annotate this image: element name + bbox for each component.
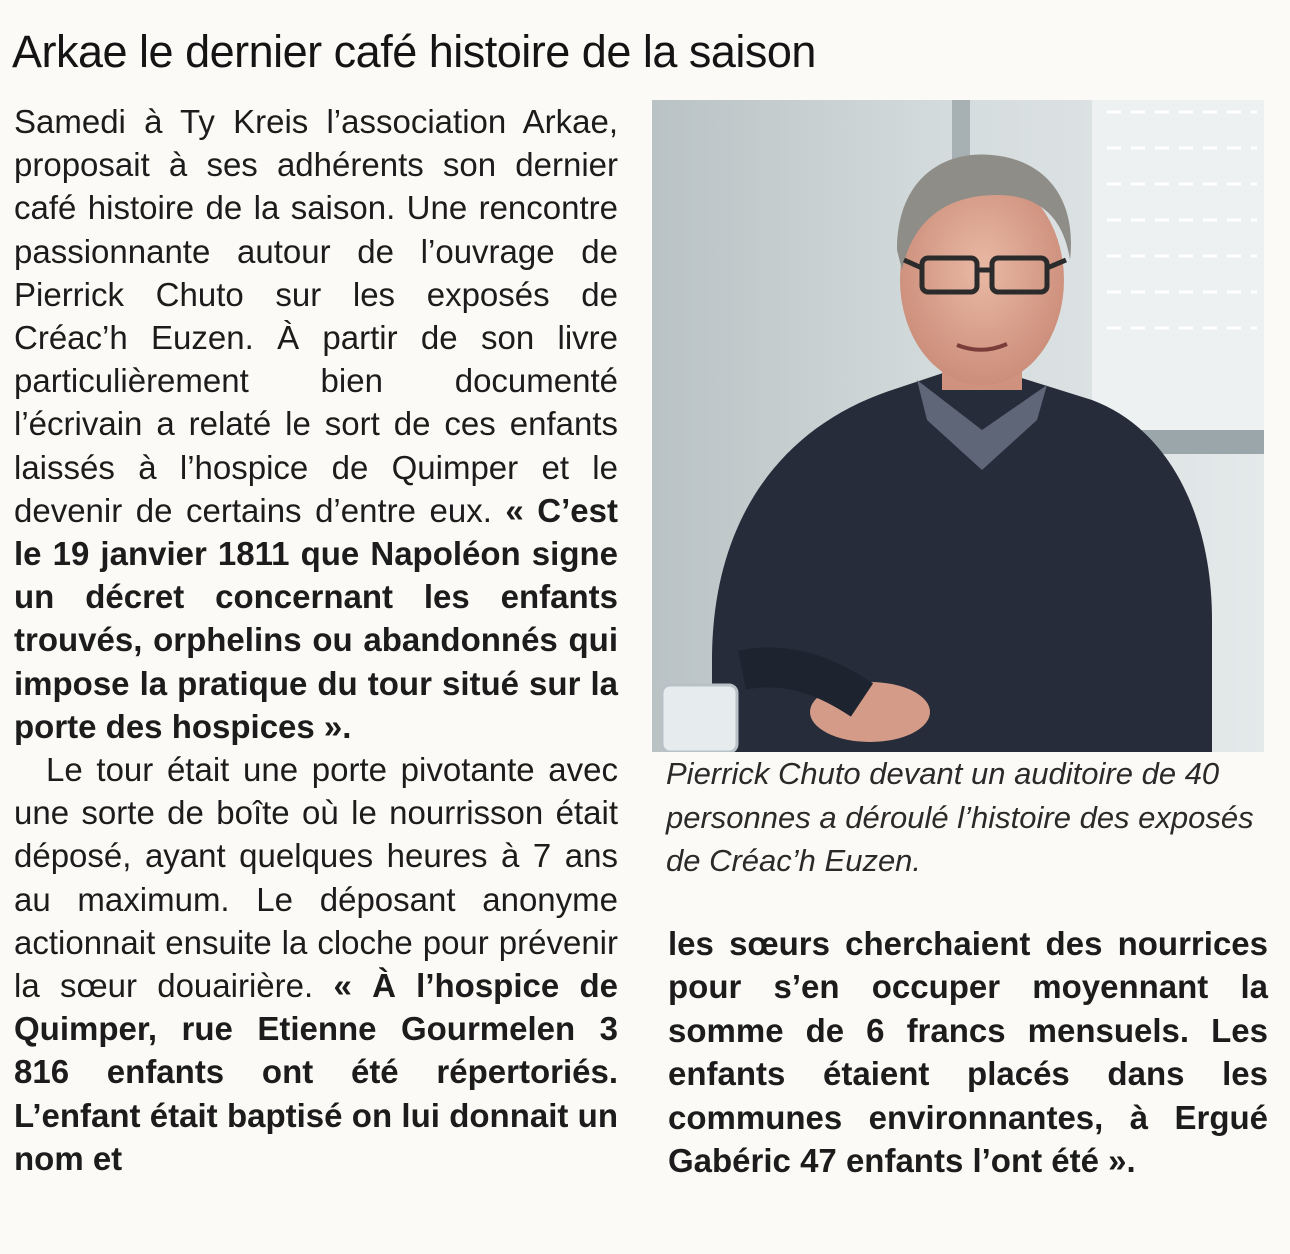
paragraph-text: Le tour était une porte pivotante avec une sorte de boîte où le nourrisson était déposé, ayant quelques heures à 7 ans au maximum. Le déposant anonyme actionnait ensuite la cloche pour prévenir la sœur douairière. bbox=[14, 751, 618, 1005]
caption-text: Pierrick Chuto devant un auditoire de 40 personnes a déroulé l’histoire des exposés de Créac’h Euzen. bbox=[666, 756, 1254, 878]
article-paragraph: les sœurs cherchaient des nourrices pour s’en occuper moyennant la somme de 6 francs mensuels. Les enfants étaient placés dans les communes environnantes, à Ergué Gabéric 47 enfants l’ont été ». bbox=[668, 925, 1268, 1180]
article-paragraph bbox=[14, 748, 618, 1180]
paragraph-text: Samedi à Ty Kreis l’association Arkae, proposait à ses adhérents son dernier café histoire de la saison. Une rencontre passionnante autour de l’ouvrage de Pierrick Chuto sur les exposés de Créac’h Euzen. À partir de son livre particulièrement bien documenté l’écrivain a relaté le sort de ces enfants laissés à l’hospice de Quimper et le devenir de certains d’entre eux. bbox=[14, 103, 618, 529]
article-body-right-column bbox=[668, 922, 1268, 1182]
article-headline: Arkae le dernier café histoire de la saison bbox=[12, 26, 816, 77]
article-paragraph bbox=[14, 100, 618, 748]
quote-text: « C’est le 19 janvier 1811 que Napoléon signe un décret concernant les enfants trouvés, orphelins ou abandonnés qui impose la pratique du tour situé sur la porte des hospices ». bbox=[14, 491, 619, 745]
quote-text: « À l’hospice de Quimper, rue Etienne Gourmelen 3 816 enfants ont été répertoriés. L’enfant était baptisé on lui donnait un nom et bbox=[14, 967, 618, 1177]
article-photo bbox=[652, 100, 1264, 752]
article-body-left-column bbox=[14, 100, 618, 1180]
photo-caption bbox=[666, 752, 1266, 883]
man-with-glasses-icon bbox=[652, 100, 1264, 752]
